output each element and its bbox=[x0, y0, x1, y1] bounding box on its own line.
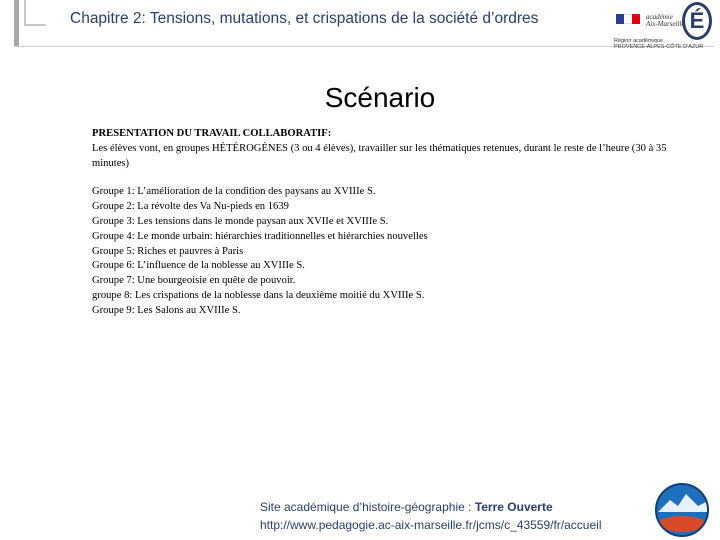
list-item: Groupe 1: L’amélioration de la condition des paysans au XVIIIe S. bbox=[92, 186, 376, 198]
marianne-flag-icon bbox=[616, 14, 642, 24]
list-item: Groupe 5: Riches et pauvres à Paris bbox=[92, 245, 244, 257]
list-item: Groupe 7: Une bourgeoisie en quête de pouvoir. bbox=[92, 275, 296, 287]
academie-e-emblem-icon: É bbox=[682, 2, 712, 40]
group-list bbox=[92, 185, 682, 318]
academie-logo bbox=[612, 2, 712, 52]
academie-logo-text bbox=[646, 14, 685, 28]
section-heading: PRESENTATION DU TRAVAIL COLLABORATIF: bbox=[92, 128, 332, 139]
list-item: Groupe 6: L’influence de la noblesse au XVIIIe S. bbox=[92, 260, 305, 272]
footer-url-link[interactable]: http://www.pedagogie.ac-aix-marseille.fr/jcms/c_43559/fr/accueil bbox=[260, 518, 602, 532]
chapter-title: Chapitre 2: Tensions, mutations, et crispations de la société d’ordres bbox=[70, 10, 539, 27]
intro-paragraph: Les élèves vont, en groupes HÉTÉROGÈNES (3 ou 4 élèves), travailler sur les thématiques retenues, durant le reste de l’heure (30 à 35 minutes) bbox=[92, 142, 667, 169]
left-accent-frame bbox=[24, 0, 46, 26]
list-item: Groupe 2: La révolte des Va Nu-pieds en 1639 bbox=[92, 201, 289, 213]
footer-site-name: Terre Ouverte bbox=[474, 500, 553, 514]
academie-line1: académie bbox=[646, 13, 673, 21]
footer bbox=[260, 498, 601, 534]
list-item: Groupe 4: Le monde urbain: hiérarchies traditionnelles et hiérarchies nouvelles bbox=[92, 230, 428, 242]
list-item: Groupe 9: Les Salons au XVIIIe S. bbox=[92, 304, 241, 316]
footer-site-line bbox=[260, 498, 601, 516]
academie-line2: Aix-Marseille bbox=[646, 20, 685, 28]
list-item: Groupe 3: Les tensions dans le monde paysan aux XVIIe et XVIIIe S. bbox=[92, 215, 389, 227]
footer-site-prefix: Site académique d’histoire-géographie : bbox=[260, 500, 475, 514]
left-accent-bar bbox=[14, 0, 19, 46]
region-academique-label: Région académique PROVENCE-ALPES-CÔTE D’AZUR bbox=[614, 38, 704, 50]
list-item: groupe 8: Les crispations de la noblesse dans la deuxième moitié du XVIIIe S. bbox=[92, 289, 425, 301]
slide-body bbox=[92, 127, 682, 319]
terre-ouverte-logo-icon bbox=[652, 482, 712, 538]
slide-title: Scénario bbox=[324, 82, 436, 113]
header-divider bbox=[14, 46, 714, 47]
